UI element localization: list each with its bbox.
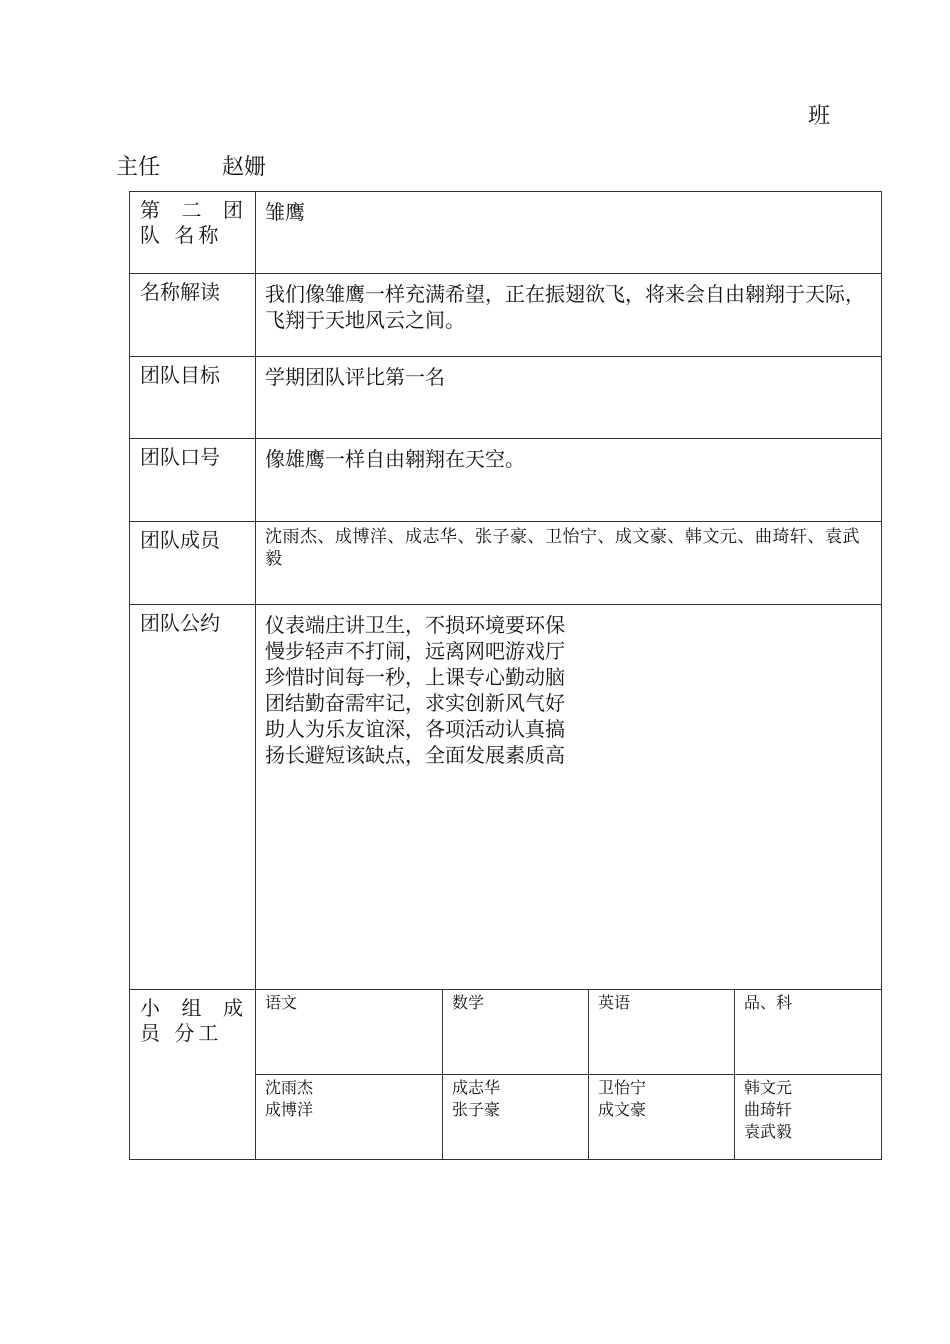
group-member: 袁武毅 [744, 1122, 793, 1141]
group-member: 成志华 [452, 1078, 501, 1097]
row-name-meaning [130, 274, 882, 357]
group-member: 张子豪 [452, 1100, 501, 1119]
row-team-name [130, 192, 882, 274]
group-member: 卫怡宁 [598, 1078, 647, 1097]
group-english [589, 1075, 734, 1121]
subject-chinese: 语文 [265, 993, 298, 1012]
label-slogan: 团队口号 [140, 445, 220, 469]
label-team-name: 第 二 团 队 名称 [140, 198, 247, 247]
value-goal: 学期团队评比第一名 [265, 365, 445, 389]
subject-morality-science: 品、科 [744, 993, 793, 1012]
head-teacher-line [116, 150, 266, 181]
ban-text: 班 [808, 104, 831, 129]
row-members [130, 522, 882, 605]
pact-line: 团结勤奋需牢记，求实创新风气好 [265, 691, 565, 715]
pact-line: 仪表端庄讲卫生，不损环境要环保 [265, 613, 565, 637]
head-teacher-name: 赵姗 [222, 155, 267, 180]
row-pact [130, 605, 882, 990]
group-chinese [256, 1075, 442, 1121]
pact-line: 扬长避短该缺点，全面发展素质高 [265, 743, 565, 767]
group-morality-science [735, 1075, 881, 1143]
pact-lines [256, 605, 881, 768]
subject-english: 英语 [598, 993, 631, 1012]
group-math [443, 1075, 588, 1121]
row-division-subjects [130, 990, 882, 1075]
label-members: 团队成员 [140, 528, 220, 552]
group-member: 沈雨杰 [265, 1078, 314, 1097]
value-members: 沈雨杰、成博洋、成志华、张子豪、卫怡宁、成文豪、韩文元、曲琦轩、袁武毅 [265, 527, 860, 569]
label-name-meaning: 名称解读 [140, 280, 220, 304]
value-slogan: 像雄鹰一样自由翱翔在天空。 [265, 447, 525, 471]
row-slogan [130, 439, 882, 522]
row-goal [130, 357, 882, 439]
value-name-meaning: 我们像雏鹰一样充满希望，正在振翅欲飞，将来会自由翱翔于天际，飞翔于天地风云之间。 [265, 282, 865, 332]
team-info-table [129, 191, 882, 1160]
subject-math: 数学 [452, 993, 485, 1012]
label-division: 小 组 成 员 分工 [140, 996, 247, 1045]
pact-line: 慢步轻声不打闹，远离网吧游戏厅 [265, 639, 565, 663]
group-member: 韩文元 [744, 1078, 793, 1097]
value-team-name: 雏鹰 [265, 200, 305, 224]
label-goal: 团队目标 [140, 363, 220, 387]
group-member: 曲琦轩 [744, 1100, 793, 1119]
pact-line: 珍惜时间每一秒，上课专心勤动脑 [265, 665, 565, 689]
head-teacher-label: 主任 [116, 155, 161, 180]
label-pact: 团队公约 [140, 611, 220, 635]
group-member: 成文豪 [598, 1100, 647, 1119]
group-member: 成博洋 [265, 1100, 314, 1119]
pact-line: 助人为乐友谊深，各项活动认真搞 [265, 717, 565, 741]
